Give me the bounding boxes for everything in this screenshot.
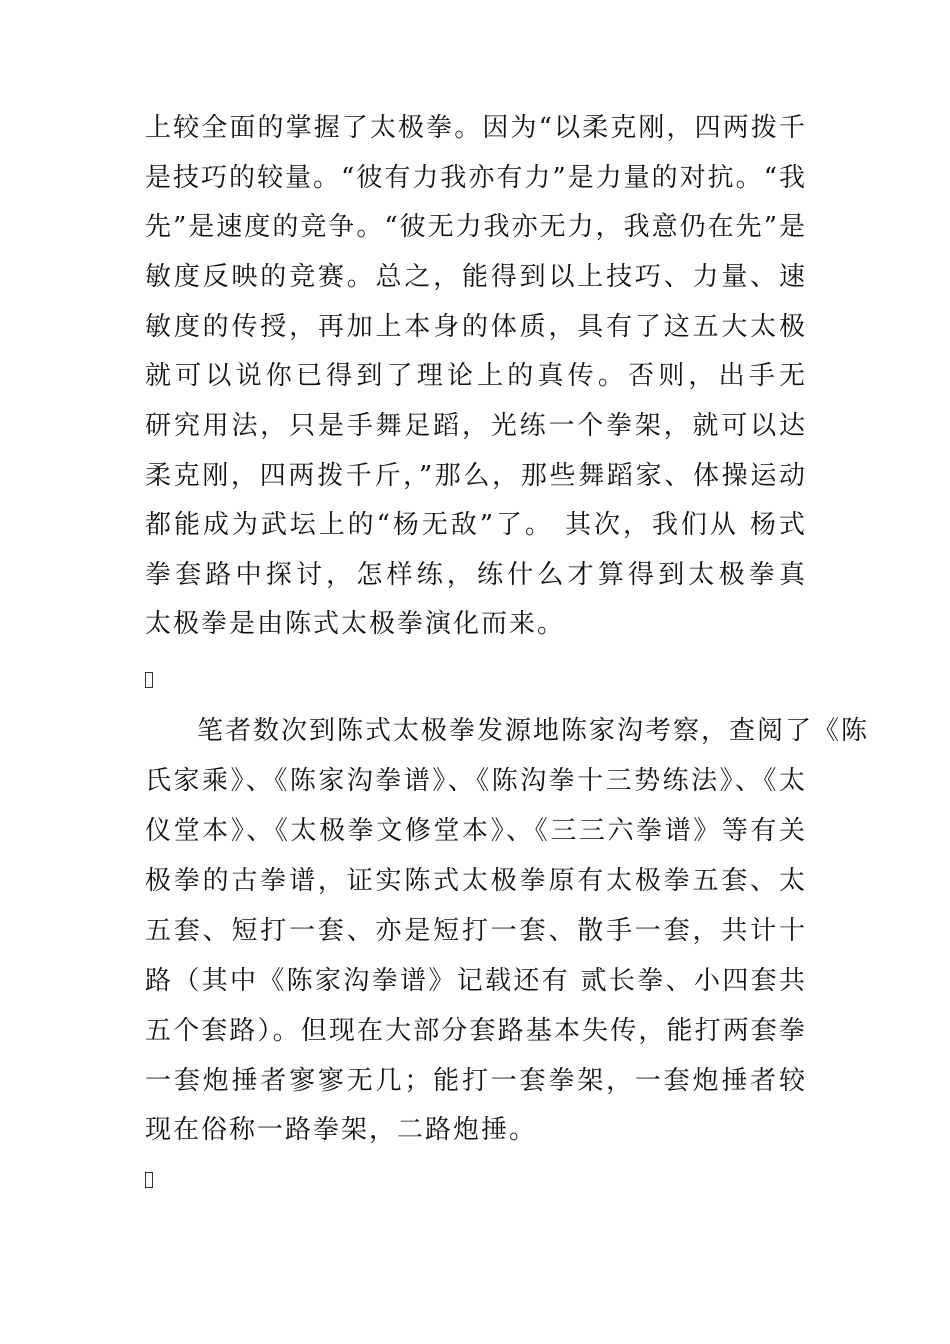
text-line: 都能成为武坛上的“杨无敌”了。 其次，我们从 杨式 xyxy=(145,510,807,540)
text-line: 拳套路中探讨，怎样练，练什么才算得到太极拳真 xyxy=(145,560,807,590)
text-line: 研究用法，只是手舞足蹈，光练一个拳架，就可以达 xyxy=(145,411,807,441)
text-line: 敏度的传授，再加上本身的体质，具有了这五大太极 xyxy=(145,312,807,342)
text-line: 氏家乘》、《陈家沟拳谱》、《陈沟拳十三势练法》、《太 xyxy=(145,766,807,796)
text-line: 仪堂本》、《太极拳文修堂本》、《三三六拳谱》等有关 xyxy=(145,816,807,846)
empty-paragraph-marker xyxy=(145,1172,153,1188)
text-line: 是技巧的较量。“彼有力我亦有力”是力量的对抗。“我 xyxy=(145,163,807,193)
text-line: 一套炮捶者寥寥无几；能打一套拳架，一套炮捶者较 xyxy=(145,1066,807,1096)
text-line: 柔克刚，四两拨千斤，”那么，那些舞蹈家、体操运动 xyxy=(145,461,807,491)
text-line: 先”是速度的竞争。“彼无力我亦无力，我意仍在先”是 xyxy=(145,212,807,242)
empty-paragraph-marker xyxy=(145,672,153,688)
text-line: 笔者数次到陈式太极拳发源地陈家沟考察，查阅了《陈 xyxy=(197,716,870,746)
text-line: 敏度反映的竞赛。总之，能得到以上技巧、力量、速 xyxy=(145,262,807,292)
text-line: 太极拳是由陈式太极拳演化而来。 xyxy=(145,609,566,639)
text-line: 上较全面的掌握了太极拳。因为“以柔克刚，四两拨千 xyxy=(145,113,807,143)
text-line: 路（其中《陈家沟拳谱》记载还有 贰长拳、小四套共 xyxy=(145,966,807,996)
text-line: 现在俗称一路拳架，二路炮捶。 xyxy=(145,1115,538,1145)
text-line: 五个套路）。但现在大部分套路基本失传，能打两套拳 xyxy=(145,1016,807,1046)
text-line: 五套、短打一套、亦是短打一套、散手一套，共计十 xyxy=(145,916,807,946)
text-line: 就可以说你已得到了理论上的真传。否则，出手无 xyxy=(145,361,807,391)
text-line: 极拳的古拳谱，证实陈式太极拳原有太极拳五套、太 xyxy=(145,866,807,896)
